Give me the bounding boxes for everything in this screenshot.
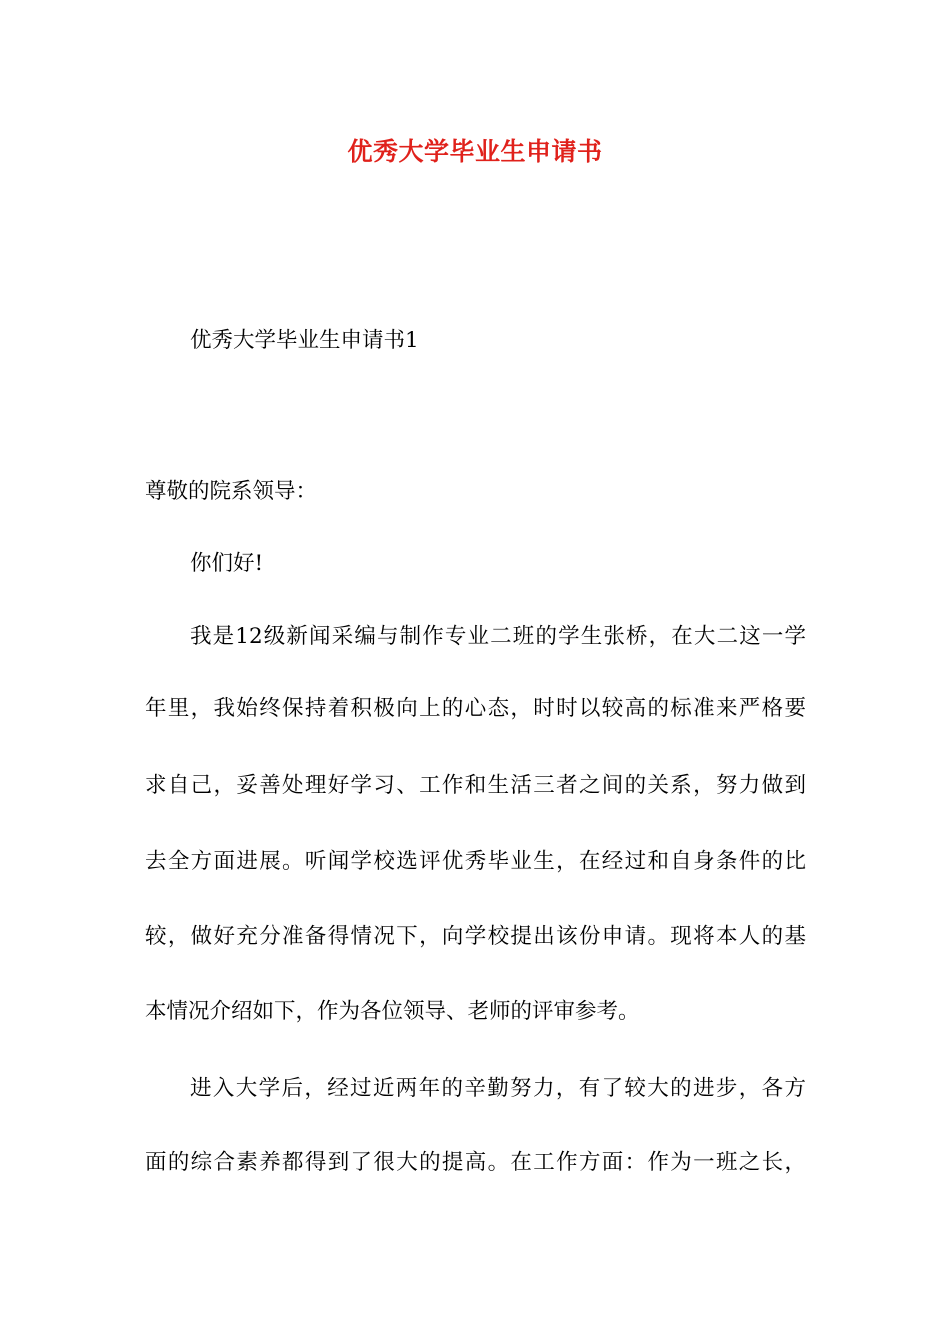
greeting: 你们好! [190,551,264,576]
paragraph-1-line-2: 年里，我始终保持着积极向上的心态，时时以较高的标准来严格要 [145,696,806,721]
paragraph-2-line-2: 面的综合素养都得到了很大的提高。在工作方面：作为一班之长， [145,1150,806,1175]
paragraph-1-line-3: 求自己，妥善处理好学习、工作和生活三者之间的关系，努力做到 [145,773,806,798]
paragraph-2-line-1: 进入大学后，经过近两年的辛勤努力，有了较大的进步，各方 [190,1076,806,1101]
paragraph-1-line-5: 较，做好充分准备得情况下，向学校提出该份申请。现将本人的基 [145,924,806,949]
salutation: 尊敬的院系领导： [145,479,318,504]
document-title: 优秀大学毕业生申请书 [347,137,603,166]
paragraph-1-line-1: 我是12级新闻采编与制作专业二班的学生张桥，在大二这一学 [190,624,806,649]
section-heading: 优秀大学毕业生申请书1 [190,328,419,353]
paragraph-1-line-4: 去全方面进展。听闻学校选评优秀毕业生，在经过和自身条件的比 [145,849,806,874]
paragraph-1-line-6: 本情况介绍如下，作为各位领导、老师的评审参考。 [145,999,640,1024]
